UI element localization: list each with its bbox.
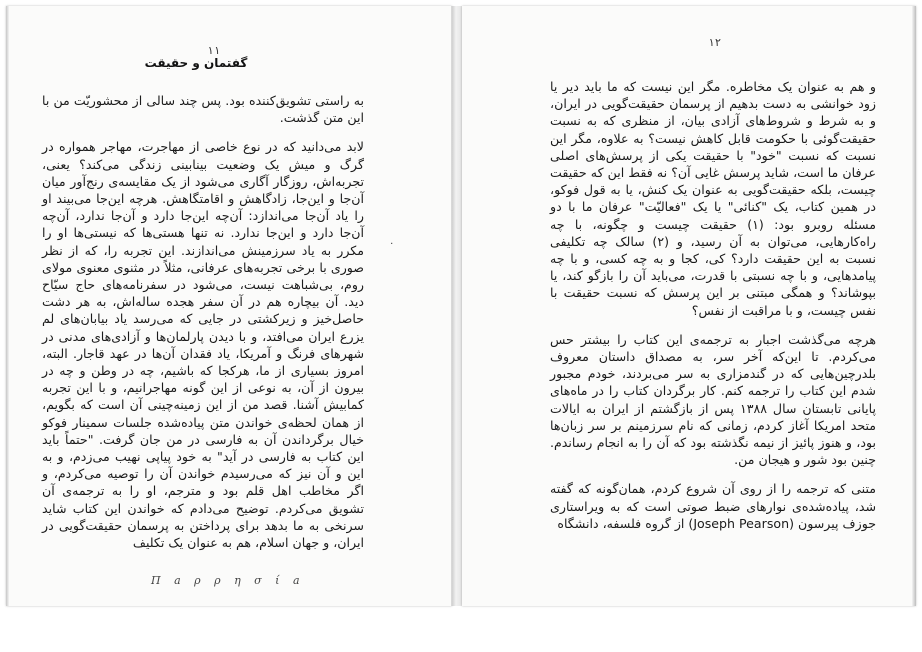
running-title: گفتمان و حقیقت — [144, 56, 248, 70]
page-edge-shadow — [912, 6, 916, 606]
left-page-number: ۱۱ — [207, 44, 221, 57]
right-paragraph-3: متنی که ترجمه را از روی آن شروع کردم، همان‌گونه که گفته شد، پیاده‌شده‌ی نوارهای ضبط صوتی است که به ویراستاری جوزف پیرسون (Joseph Pearson) از گروه فلسفه، دانشگاه — [550, 481, 876, 531]
book-gutter — [452, 6, 462, 606]
left-paragraph-1: به راستی تشویق‌کننده بود. پس چند سالی از محشوریّت من با این متن گذشت. — [42, 93, 364, 126]
right-page-body — [550, 78, 876, 544]
page-edge-shadow — [6, 6, 9, 606]
left-page — [6, 6, 452, 606]
footer-parrhesia: Π a ρ ρ η σ ί a — [151, 574, 305, 587]
right-paragraph-2: هرچه می‌گذشت اجبار به ترجمه‌ی این کتاب را بیشتر حس می‌کردم. تا این‌که آخر سر، به مصداق داستان معروف بلدرچین‌هایی که در گندمزاری به سر می‌بردند، خودم مجبور شدم این کتاب را ترجمه کنم. کار برگردان کتاب را در ماه‌های پایانی تابستان سال ۱۳۸۸ پس از بازگشتم از ایران به ایالات متحد امریکا آغاز کردم، زمانی که نام سرزمینم بر سر زبان‌ها بود، و هنوز پائیز از نیمه نگذشته بود که آن را به انجام رساندم. چنین بود شور و هیجان من. — [550, 331, 876, 468]
left-paragraph-2: لابد می‌دانید که در نوع خاصی از مهاجرت، مهاجر همواره در گرگ و میش یک وضعیت بینابینی زندگی می‌کند؟ یعنی، تجربه‌اش، روزگار آگاری می‌شود از یک مقایسه‌ی رنج‌آور میان آن‌جا و این‌جا، زادگاهش و اقامتگاهش. هرچه این‌جا می‌بیند او را یاد آن‌جا می‌اندازد: آن‌چه این‌جا دارد و آن‌جا ندارد، آن‌چه آن‌جا دارد و این‌جا ندارد. نه تنها هستی‌ها که نیستی‌ها او را مکرر به یاد سرزمینش می‌اندازند. این تجربه را، که از نظر صوری با برخی تجربه‌های عرفانی، مثلاً در مثنوی معنوی مولای روم، بی‌شباهت نیست، می‌شود در سفرنامه‌های حاج سیّاح دید. آن بیچاره هم در آن سفر هجده ساله‌اش، به هر دشت حاصل‌خیز و زیرکشتی در جایی که می‌رسد یاد بیابان‌های لم یزرع ایران می‌افتد، و با دیدن پارلمان‌ها و آزادی‌های مدنی در شهرهای فرنگ و آمریکا، یاد فقدان آن‌ها در عهد قاجار. البته، امروز بسیاری از ما، هرکجا که باشیم، چه در وطن و چه در بیرون از آن، به نوعی از این گونه مهاجرانیم، و با این تجربه کمابیش آشنا. قصد من از این زمینه‌چینی آن است که بگویم، از همان لحظه‌ی خواندن متن پیاده‌شده جلسات سمینار فوکو خیال برگرداندن آن به فارسی در من جان گرفت. "حتماً باید این کتاب به فارسی در آید" به خود پیاپی نهیب می‌زدم، و به این و آن نیز که می‌رسیدم خواندن آن را توصیه می‌کردم، و اگر مخاطب اهل قلم بود و مترجم، او را به ترجمه‌ی آن تشویق می‌کردم. توضیح می‌دادم که خواندن این کتاب شاید سرنخی به ما بدهد برای پرداختن به پرسمان حقیقت‌گویی در ایران، و جهان اسلام، هم به عنوان یک تکلیف — [42, 139, 364, 551]
right-paragraph-1: و هم به عنوان یک مخاطره. مگر این نیست که ما باید دیر یا زود خوانشی به دست بدهیم از پرسمان حقیقت‌گویی در ایران، و به شرط و شروط‌های آزادی بیان، از منظری که به نسبت حقیقت‌گوئی با حکومت قابل کاهش نیست؟ به علاوه، مگر این نسبت که نسبت "خود" با حقیقت یکی از پرسش‌های اصلی عرفان ما است، شاید پرسش غایی آن؟ نه فقط این که حقیقت چیست، بلکه حقیقت‌گویی به عنوان یک کنش، یا به قول فوکو، در همین کتاب، یک "کنائی" یا یک "فعالیّت" عرفان ما با دو مسئله روبرو بود: (۱) حقیقت چیست و چگونه، با چه راه‌کارهایی، می‌توان به آن رسید، و (۲) سالک چه تکلیفی نسبت به این حقیقت دارد؟ کی، کجا و به چه کسی، و با چه پیامدهایی، و با چه نسبتی با قدرت، می‌باید آن را بازگو کند، یا بپوشاند؟ و همگی مبتنی بر این پرسش که نسبت حقیقت با نفس چیست، و با مراقبت از نفس؟ — [550, 79, 877, 318]
left-page-body — [42, 92, 364, 563]
right-page — [462, 6, 916, 606]
right-page-number: ۱۲ — [708, 36, 722, 49]
margin-mark: ۰ — [389, 238, 395, 249]
